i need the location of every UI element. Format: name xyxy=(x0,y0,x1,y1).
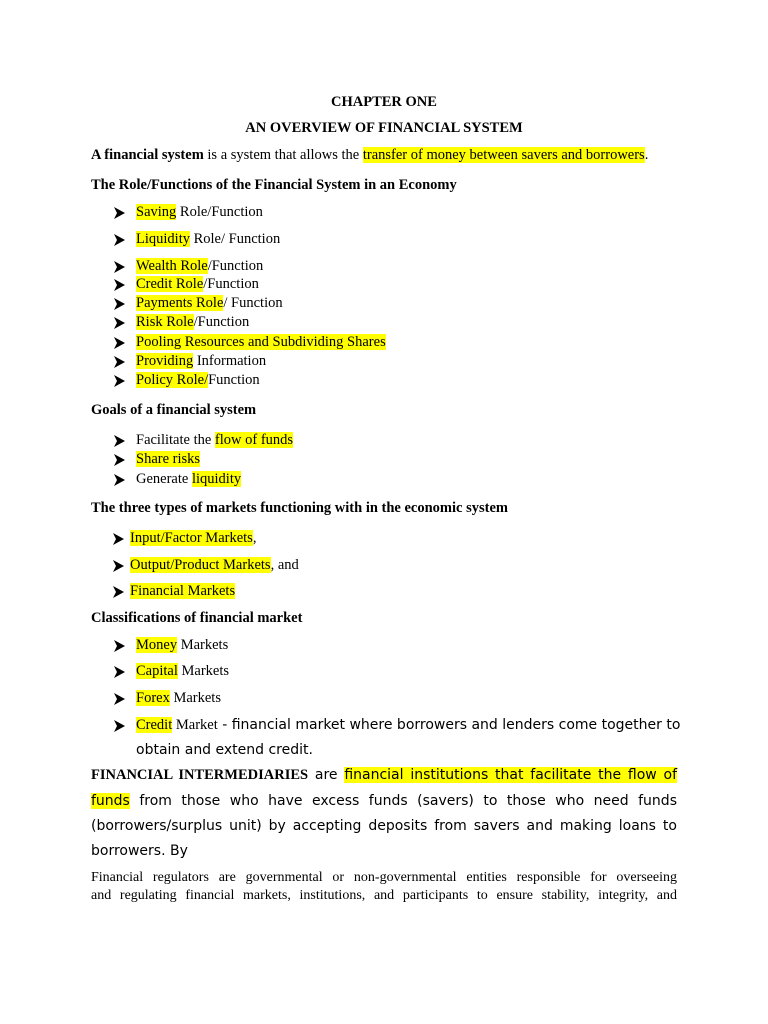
list-item: Output/Product Markets, and xyxy=(130,557,299,573)
list-item: Generate liquidity xyxy=(136,471,242,487)
definition-end: . xyxy=(644,147,649,163)
markets-heading: The three types of markets functioning with in the economic system xyxy=(91,500,508,516)
intermediaries-line-3: (borrowers/surplus unit) by accepting deposits from savers and making loans to xyxy=(91,818,677,834)
definition-term: A financial system xyxy=(91,147,204,163)
arrow-bullet-icon xyxy=(114,279,125,291)
roles-heading: The Role/Functions of the Financial System in an Economy xyxy=(91,177,457,193)
arrow-bullet-icon xyxy=(113,586,124,598)
arrow-bullet-icon xyxy=(113,560,124,572)
classifications-heading: Classifications of financial market xyxy=(91,610,303,626)
list-item: Money Markets xyxy=(136,637,229,653)
arrow-bullet-icon xyxy=(114,640,125,652)
definition-highlight: transfer of money between savers and borrowers xyxy=(362,147,645,163)
arrow-bullet-icon xyxy=(114,234,125,246)
arrow-bullet-icon xyxy=(114,720,125,732)
list-item: Pooling Resources and Subdividing Shares xyxy=(136,334,386,350)
chapter-subtitle: AN OVERVIEW OF FINANCIAL SYSTEM xyxy=(245,120,523,136)
arrow-bullet-icon xyxy=(114,474,125,486)
list-item: Wealth Role/Function xyxy=(136,258,264,274)
intermediaries-line-1: FINANCIAL INTERMEDIARIES are financial institutions that facilitate the flow of xyxy=(91,767,678,783)
list-item: Financial Markets xyxy=(130,583,236,599)
arrow-bullet-icon xyxy=(114,298,125,310)
list-item: Share risks xyxy=(136,451,201,467)
arrow-bullet-icon xyxy=(114,666,125,678)
arrow-bullet-icon xyxy=(114,356,125,368)
list-item: Saving Role/Function xyxy=(136,204,263,220)
arrow-bullet-icon xyxy=(114,693,125,705)
intermediaries-line-4: borrowers. By xyxy=(91,843,188,859)
arrow-bullet-icon xyxy=(114,337,125,349)
regulators-line-1: Financial regulators are governmental or non-governmental entities responsible for overseeing xyxy=(91,870,677,885)
definition-paragraph xyxy=(91,146,648,165)
regulators-line-2: and regulating financial markets, institutions, and participants to ensure stability, integrity, and xyxy=(91,888,677,903)
list-item: Providing Information xyxy=(136,353,267,369)
intermediaries-line-2: funds from those who have excess funds (savers) to those who need funds xyxy=(91,793,677,809)
arrow-bullet-icon xyxy=(114,317,125,329)
list-item-credit: Credit Market - financial market where borrowers and lenders come together to xyxy=(136,717,681,733)
arrow-bullet-icon xyxy=(113,533,124,545)
list-item: Credit Role/Function xyxy=(136,276,259,292)
credit-continuation: obtain and extend credit. xyxy=(136,742,313,758)
arrow-bullet-icon xyxy=(114,375,125,387)
list-item: Input/Factor Markets, xyxy=(130,530,257,546)
definition-text: is a system that allows the xyxy=(203,147,363,163)
chapter-title: CHAPTER ONE xyxy=(331,94,437,110)
list-item: Forex Markets xyxy=(136,690,221,706)
list-item: Liquidity Role/ Function xyxy=(136,231,281,247)
list-item: Payments Role/ Function xyxy=(136,295,283,311)
list-item: Capital Markets xyxy=(136,663,230,679)
arrow-bullet-icon xyxy=(114,207,125,219)
arrow-bullet-icon xyxy=(114,454,125,466)
list-item: Risk Role/Function xyxy=(136,314,250,330)
goals-heading: Goals of a financial system xyxy=(91,402,257,418)
list-item: Policy Role/Function xyxy=(136,372,260,388)
arrow-bullet-icon xyxy=(114,261,125,273)
list-item: Facilitate the flow of funds xyxy=(136,432,294,448)
arrow-bullet-icon xyxy=(114,435,125,447)
